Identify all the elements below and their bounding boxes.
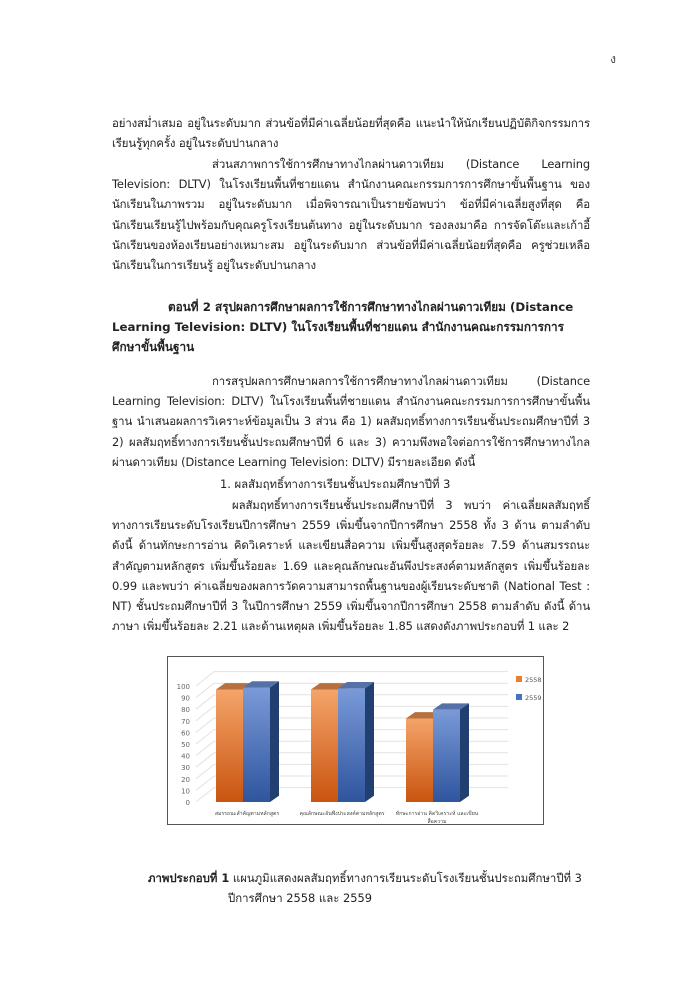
y-tick-label: 30 xyxy=(181,764,190,773)
y-tick-label: 80 xyxy=(181,706,190,715)
paragraph-text: ผลสัมฤทธิ์ทางการเรียนชั้นประถมศึกษาปีที่ 3 พบว่า ค่าเฉลี่ยผลสัมฤทธิ์ทางการเรียนระดับโรงเรียนปีการศึกษา 2559 เพิ่มขึ้นจากปีการศึกษา 2558 ทั้ง 3 ด้าน ตามลำดับ ดังนี้ ด้านทักษะการอ่าน คิดวิเคราะห์ และเขียนสื่อความ เพิ่มขึ้นสูงสุดร้อยละ 7.59 ด้านสมรรถนะสำคัญตามหลักสูตร เพิ่มขึ้นร้อยละ 1.69 และคุณลักษณะอันพึงประสงค์ตามหลักสูตร เพิ่มขึ้นร้อยละ 0.99 และพบว่า ค่าเฉลี่ยของผลการวัดความสามารถพื้นฐานของผู้เรียนระดับชาติ (National Test : NT) ชั้นประถมศึกษาปีที่ 3 ในปีการศึกษา 2559 เพิ่มขึ้นจากปีการศึกษา 2558 ตามลำดับ ดังนี้ ด้านภาษา เพิ่มขึ้นร้อยละ 2.21 และด้านเหตุผล เพิ่มขึ้นร้อยละ 1.85 แสดงดังภาพประกอบที่ 1 และ 2 xyxy=(112,498,590,634)
y-tick-label: 0 xyxy=(185,799,190,807)
paragraph-text: การสรุปผลการศึกษาผลการใช้การศึกษาทางไกลผ่านดาวเทียม (Distance Learning Television: DLTV) ในโรงเรียนพื้นที่ชายแดน สำนักงานคณะกรรมการการศึกษาขั้นพื้นฐาน นำเสนอผลการวิเคราะห์ข้อมูลเป็น 3 ส่วน คือ 1) ผลสัมฤทธิ์ทางการเรียนชั้นประถมศึกษาปีที่ 3 2) ผลสัมฤทธิ์ทางการเรียนชั้นประถมศึกษาปีที่ 6 และ 3) ความพึงพอใจต่อการใช้การศึกษาทางไกลผ่านดาวเทียม (Distance Learning Television: DLTV) มีรายละเอียด ดังนี้ xyxy=(112,374,590,469)
bar-2559 xyxy=(338,688,365,802)
y-tick-label: 90 xyxy=(181,694,190,703)
legend-item: 2558 xyxy=(525,676,542,684)
paragraph-4 xyxy=(112,495,590,636)
caption-line-2: ปีการศึกษา 2558 และ 2559 xyxy=(228,891,372,905)
section-heading xyxy=(112,297,592,358)
bar-chart xyxy=(167,656,544,825)
heading-text: ตอนที่ 2 สรุปผลการศึกษาผลการใช้การศึกษาทางไกลผ่านดาวเทียม (Distance Learning Television: DLTV) ในโรงเรียนพื้นที่ชายแดน สำนักงานคณะกรรมการการศึกษาขั้นพื้นฐาน xyxy=(112,300,574,355)
caption-label: ภาพประกอบที่ 1 xyxy=(148,871,230,885)
paragraph-2 xyxy=(112,154,590,275)
chart-svg xyxy=(168,657,543,824)
page-number: ง xyxy=(610,52,616,66)
paragraph-3 xyxy=(112,371,590,472)
x-category-label: สมรรถนะสำคัญตามหลักสูตร xyxy=(214,811,280,817)
y-tick-label: 40 xyxy=(181,752,190,761)
y-tick-label: 70 xyxy=(181,717,190,726)
bar-2559 xyxy=(243,688,270,802)
x-category-label: สื่อความ xyxy=(427,819,447,824)
y-tick-label: 60 xyxy=(181,729,190,738)
bar-2558 xyxy=(311,689,338,802)
y-tick-label: 100 xyxy=(176,683,190,691)
caption-text: แผนภูมิแสดงผลสัมฤทธิ์ทางการเรียนระดับโรงเรียนชั้นประถมศึกษาปีที่ 3 xyxy=(229,871,582,885)
x-category-label: ทักษะการอ่าน คิดวิเคราะห์ และเขียน xyxy=(395,811,479,817)
figure-caption xyxy=(148,868,582,908)
bar-2558 xyxy=(406,718,433,802)
subsection-title: 1. ผลสัมฤทธิ์ทางการเรียนชั้นประถมศึกษาปีที่ 3 xyxy=(220,477,451,491)
bar-2559 xyxy=(433,710,460,802)
y-tick-label: 10 xyxy=(181,787,190,796)
y-tick-label: 50 xyxy=(181,741,190,749)
bar-2558 xyxy=(216,689,243,802)
paragraph-text: อย่างสม่ำเสมอ อยู่ในระดับมาก ส่วนข้อที่มีค่าเฉลี่ยน้อยที่สุดคือ แนะนำให้นักเรียนปฏิบัติกิจกรรมการเรียนรู้ทุกครั้ง อยู่ในระดับปานกลาง xyxy=(112,116,590,151)
paragraph-text: ส่วนสภาพการใช้การศึกษาทางไกลผ่านดาวเทียม (Distance Learning Television: DLTV) ในโรงเรียนพื้นที่ชายแดน สำนักงานคณะกรรมการการศึกษาขั้นพื้นฐาน ของนักเรียนในภาพรวม อยู่ในระดับมาก เมื่อพิจารณาเป็นรายข้อพบว่า ข้อที่มีค่าเฉลี่ยสูงที่สุด คือ นักเรียนเรียนรู้ไปพร้อมกับคุณครูโรงเรียนต้นทาง อยู่ในระดับมาก รองลงมาคือ การจัดโต๊ะและเก้าอี้นักเรียนของห้องเรียนอย่างเหมาะสม อยู่ในระดับมาก ส่วนข้อที่มีค่าเฉลี่ยน้อยที่สุดคือ ครูช่วยเหลือนักเรียนในการเรียนรู้ อยู่ในระดับปานกลาง xyxy=(112,157,590,273)
y-tick-label: 20 xyxy=(181,775,190,784)
paragraph-1 xyxy=(112,113,590,153)
x-category-label: คุณลักษณะอันพึงประสงค์ตามหลักสูตร xyxy=(299,811,385,817)
legend-item: 2559 xyxy=(525,694,542,702)
